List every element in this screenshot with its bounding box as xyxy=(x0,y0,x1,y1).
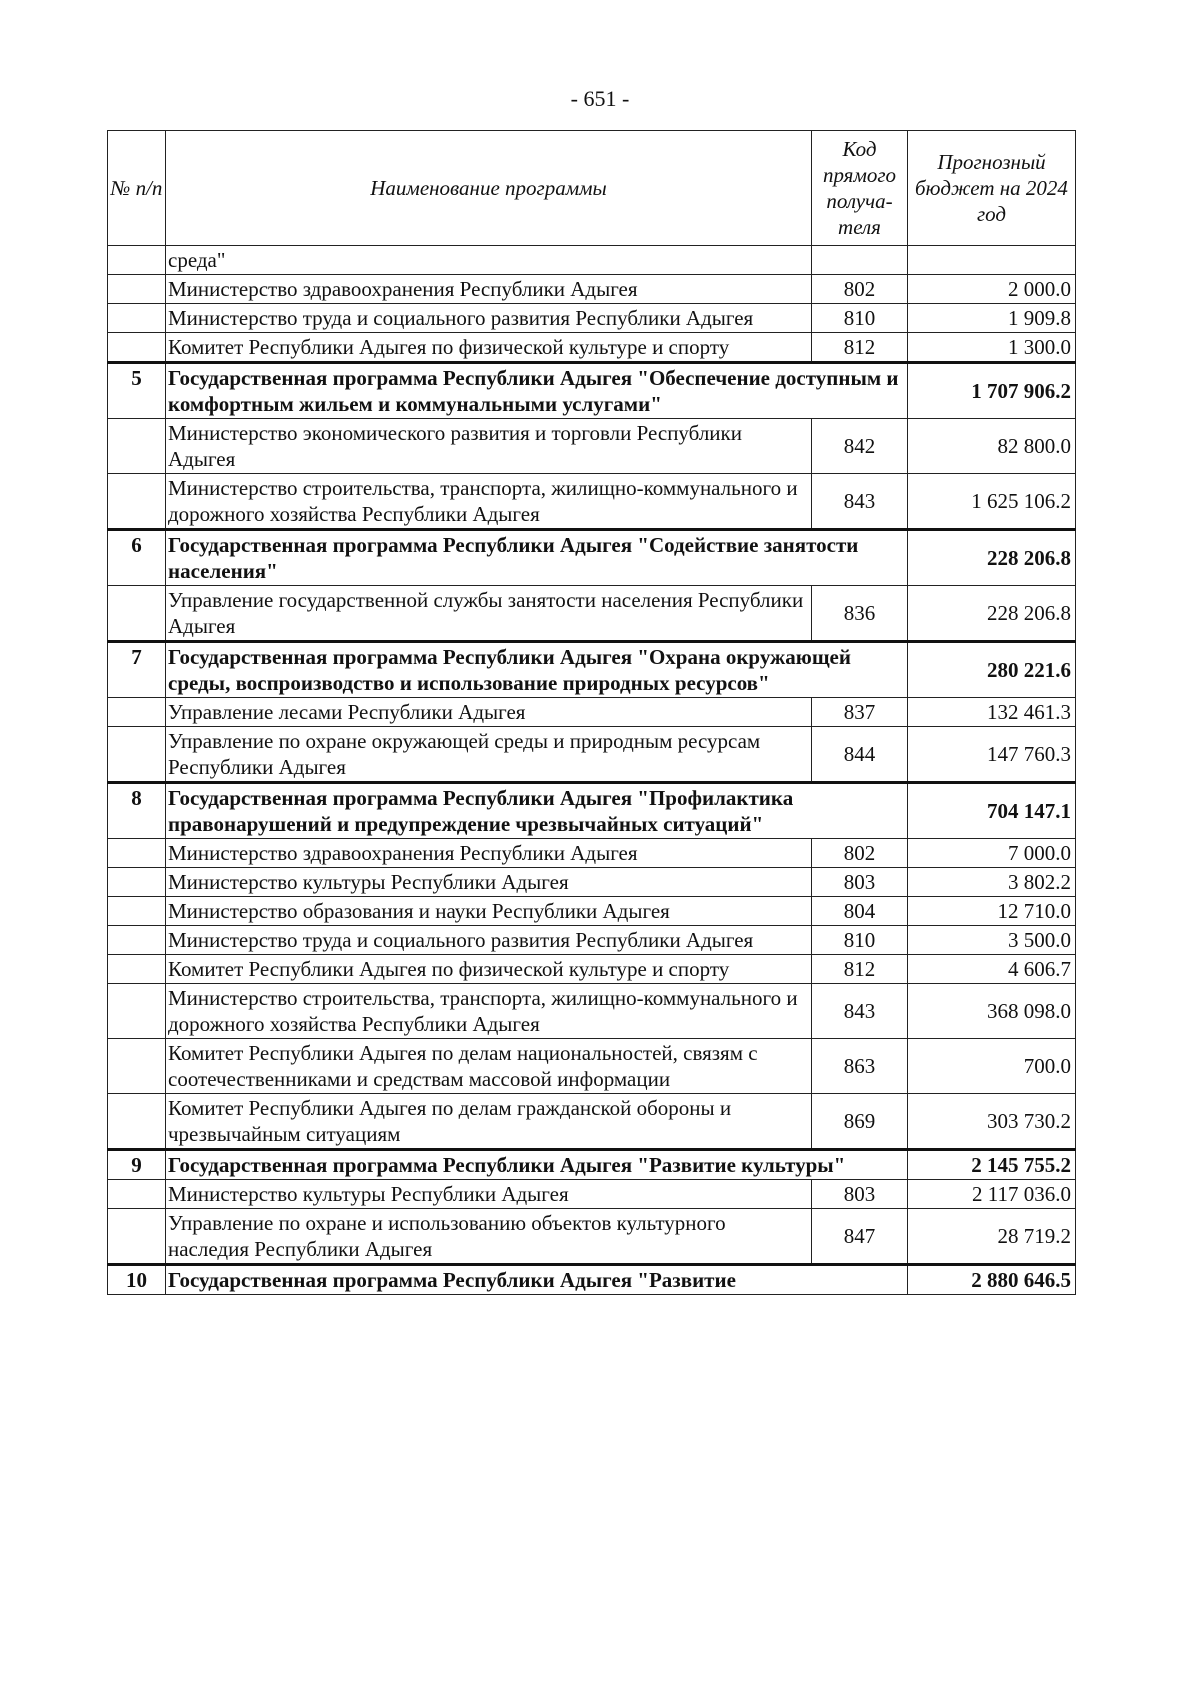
table-row xyxy=(108,1094,1076,1150)
program-row xyxy=(108,1265,1076,1295)
row-number xyxy=(108,304,166,333)
row-number xyxy=(108,1180,166,1209)
table-row xyxy=(108,1039,1076,1094)
row-name: Управление по охране окружающей среды и природным ресурсам Республики Адыгея xyxy=(166,727,812,783)
row-number xyxy=(108,839,166,868)
row-budget: 228 206.8 xyxy=(908,586,1076,642)
row-budget: 82 800.0 xyxy=(908,419,1076,474)
row-budget: 2 880 646.5 xyxy=(908,1265,1076,1295)
table-row xyxy=(108,897,1076,926)
row-code: 810 xyxy=(812,304,908,333)
row-number: 7 xyxy=(108,642,166,698)
row-budget: 368 098.0 xyxy=(908,984,1076,1039)
row-number xyxy=(108,246,166,275)
row-number xyxy=(108,984,166,1039)
header-budget: Прогнозный бюджет на 2024 год xyxy=(908,131,1076,246)
program-row xyxy=(108,642,1076,698)
row-name: Государственная программа Республики Адыгея "Обеспечение доступным и комфортным жильем и коммунальными услугами" xyxy=(166,363,908,419)
row-name: Комитет Республики Адыгея по делам гражданской обороны и чрезвычайным ситуациям xyxy=(166,1094,812,1150)
header-code: Код прямого получа-теля xyxy=(812,131,908,246)
row-name: Министерство культуры Республики Адыгея xyxy=(166,1180,812,1209)
row-number xyxy=(108,1094,166,1150)
row-code: 803 xyxy=(812,1180,908,1209)
table-row xyxy=(108,474,1076,530)
row-name: Министерство труда и социального развития Республики Адыгея xyxy=(166,926,812,955)
row-budget xyxy=(908,246,1076,275)
row-name: Министерство труда и социального развития Республики Адыгея xyxy=(166,304,812,333)
row-budget: 303 730.2 xyxy=(908,1094,1076,1150)
row-budget: 3 500.0 xyxy=(908,926,1076,955)
table-body xyxy=(108,246,1076,1295)
row-code: 836 xyxy=(812,586,908,642)
table-row xyxy=(108,275,1076,304)
row-budget: 228 206.8 xyxy=(908,530,1076,586)
row-code: 812 xyxy=(812,955,908,984)
row-budget: 704 147.1 xyxy=(908,783,1076,839)
row-number xyxy=(108,926,166,955)
table-row xyxy=(108,246,1076,275)
row-name: Министерство строительства, транспорта, жилищно-коммунального и дорожного хозяйства Республики Адыгея xyxy=(166,474,812,530)
row-code: 842 xyxy=(812,419,908,474)
row-name: Министерство экономического развития и торговли Республики Адыгея xyxy=(166,419,812,474)
row-name: Министерство здравоохранения Республики Адыгея xyxy=(166,275,812,304)
row-budget: 12 710.0 xyxy=(908,897,1076,926)
row-code: 869 xyxy=(812,1094,908,1150)
budget-table-container xyxy=(107,130,1075,1295)
header-num: № п/п xyxy=(108,131,166,246)
table-row xyxy=(108,586,1076,642)
row-code: 843 xyxy=(812,984,908,1039)
row-name: среда" xyxy=(166,246,812,275)
row-budget: 28 719.2 xyxy=(908,1209,1076,1265)
row-number xyxy=(108,868,166,897)
row-number xyxy=(108,955,166,984)
row-budget: 132 461.3 xyxy=(908,698,1076,727)
row-budget: 2 145 755.2 xyxy=(908,1150,1076,1180)
row-budget: 147 760.3 xyxy=(908,727,1076,783)
row-name: Управление по охране и использованию объектов культурного наследия Республики Адыгея xyxy=(166,1209,812,1265)
table-row xyxy=(108,419,1076,474)
row-number: 8 xyxy=(108,783,166,839)
row-code: 802 xyxy=(812,839,908,868)
row-code: 802 xyxy=(812,275,908,304)
row-budget: 700.0 xyxy=(908,1039,1076,1094)
table-row xyxy=(108,839,1076,868)
row-budget: 2 000.0 xyxy=(908,275,1076,304)
row-number xyxy=(108,1039,166,1094)
program-row xyxy=(108,530,1076,586)
row-number xyxy=(108,698,166,727)
table-row xyxy=(108,868,1076,897)
row-code: 837 xyxy=(812,698,908,727)
row-name: Государственная программа Республики Адыгея "Профилактика правонарушений и предупреждение чрезвычайных ситуаций" xyxy=(166,783,908,839)
row-budget: 1 625 106.2 xyxy=(908,474,1076,530)
row-number: 10 xyxy=(108,1265,166,1295)
row-code: 863 xyxy=(812,1039,908,1094)
row-name: Министерство культуры Республики Адыгея xyxy=(166,868,812,897)
row-code: 803 xyxy=(812,868,908,897)
row-budget: 2 117 036.0 xyxy=(908,1180,1076,1209)
row-number: 5 xyxy=(108,363,166,419)
table-header-row xyxy=(108,131,1076,246)
row-name: Министерство образования и науки Республики Адыгея xyxy=(166,897,812,926)
row-budget: 1 909.8 xyxy=(908,304,1076,333)
row-name: Государственная программа Республики Адыгея "Развитие культуры" xyxy=(166,1150,908,1180)
row-code: 843 xyxy=(812,474,908,530)
program-row xyxy=(108,783,1076,839)
row-number xyxy=(108,727,166,783)
table-row xyxy=(108,304,1076,333)
row-number xyxy=(108,586,166,642)
table-row xyxy=(108,984,1076,1039)
row-number xyxy=(108,419,166,474)
row-budget: 4 606.7 xyxy=(908,955,1076,984)
row-name: Государственная программа Республики Адыгея "Охрана окружающей среды, воспроизводство и использование природных ресурсов" xyxy=(166,642,908,698)
table-row xyxy=(108,926,1076,955)
page-number: - 651 - xyxy=(570,86,630,111)
table-row xyxy=(108,1209,1076,1265)
row-name: Министерство здравоохранения Республики Адыгея xyxy=(166,839,812,868)
row-name: Комитет Республики Адыгея по делам национальностей, связям с соотечественниками и средствам массовой информации xyxy=(166,1039,812,1094)
row-number xyxy=(108,333,166,363)
row-name: Комитет Республики Адыгея по физической культуре и спорту xyxy=(166,333,812,363)
row-budget: 3 802.2 xyxy=(908,868,1076,897)
row-code: 810 xyxy=(812,926,908,955)
table-row xyxy=(108,727,1076,783)
header-name: Наименование программы xyxy=(166,131,812,246)
budget-table xyxy=(107,130,1076,1295)
table-row xyxy=(108,1180,1076,1209)
row-name: Комитет Республики Адыгея по физической культуре и спорту xyxy=(166,955,812,984)
row-budget: 7 000.0 xyxy=(908,839,1076,868)
table-row xyxy=(108,955,1076,984)
row-number xyxy=(108,1209,166,1265)
row-number xyxy=(108,474,166,530)
table-row xyxy=(108,698,1076,727)
row-budget: 1 300.0 xyxy=(908,333,1076,363)
row-budget: 1 707 906.2 xyxy=(908,363,1076,419)
row-number: 6 xyxy=(108,530,166,586)
row-code: 844 xyxy=(812,727,908,783)
row-number xyxy=(108,275,166,304)
program-row xyxy=(108,363,1076,419)
row-name: Управление государственной службы занятости населения Республики Адыгея xyxy=(166,586,812,642)
row-code: 847 xyxy=(812,1209,908,1265)
row-code: 804 xyxy=(812,897,908,926)
row-code: 812 xyxy=(812,333,908,363)
row-name: Министерство строительства, транспорта, жилищно-коммунального и дорожного хозяйства Республики Адыгея xyxy=(166,984,812,1039)
row-name: Государственная программа Республики Адыгея "Развитие xyxy=(166,1265,908,1295)
row-number xyxy=(108,897,166,926)
row-name: Управление лесами Республики Адыгея xyxy=(166,698,812,727)
row-number: 9 xyxy=(108,1150,166,1180)
program-row xyxy=(108,1150,1076,1180)
table-row xyxy=(108,333,1076,363)
row-name: Государственная программа Республики Адыгея "Содействие занятости населения" xyxy=(166,530,908,586)
row-code xyxy=(812,246,908,275)
row-budget: 280 221.6 xyxy=(908,642,1076,698)
